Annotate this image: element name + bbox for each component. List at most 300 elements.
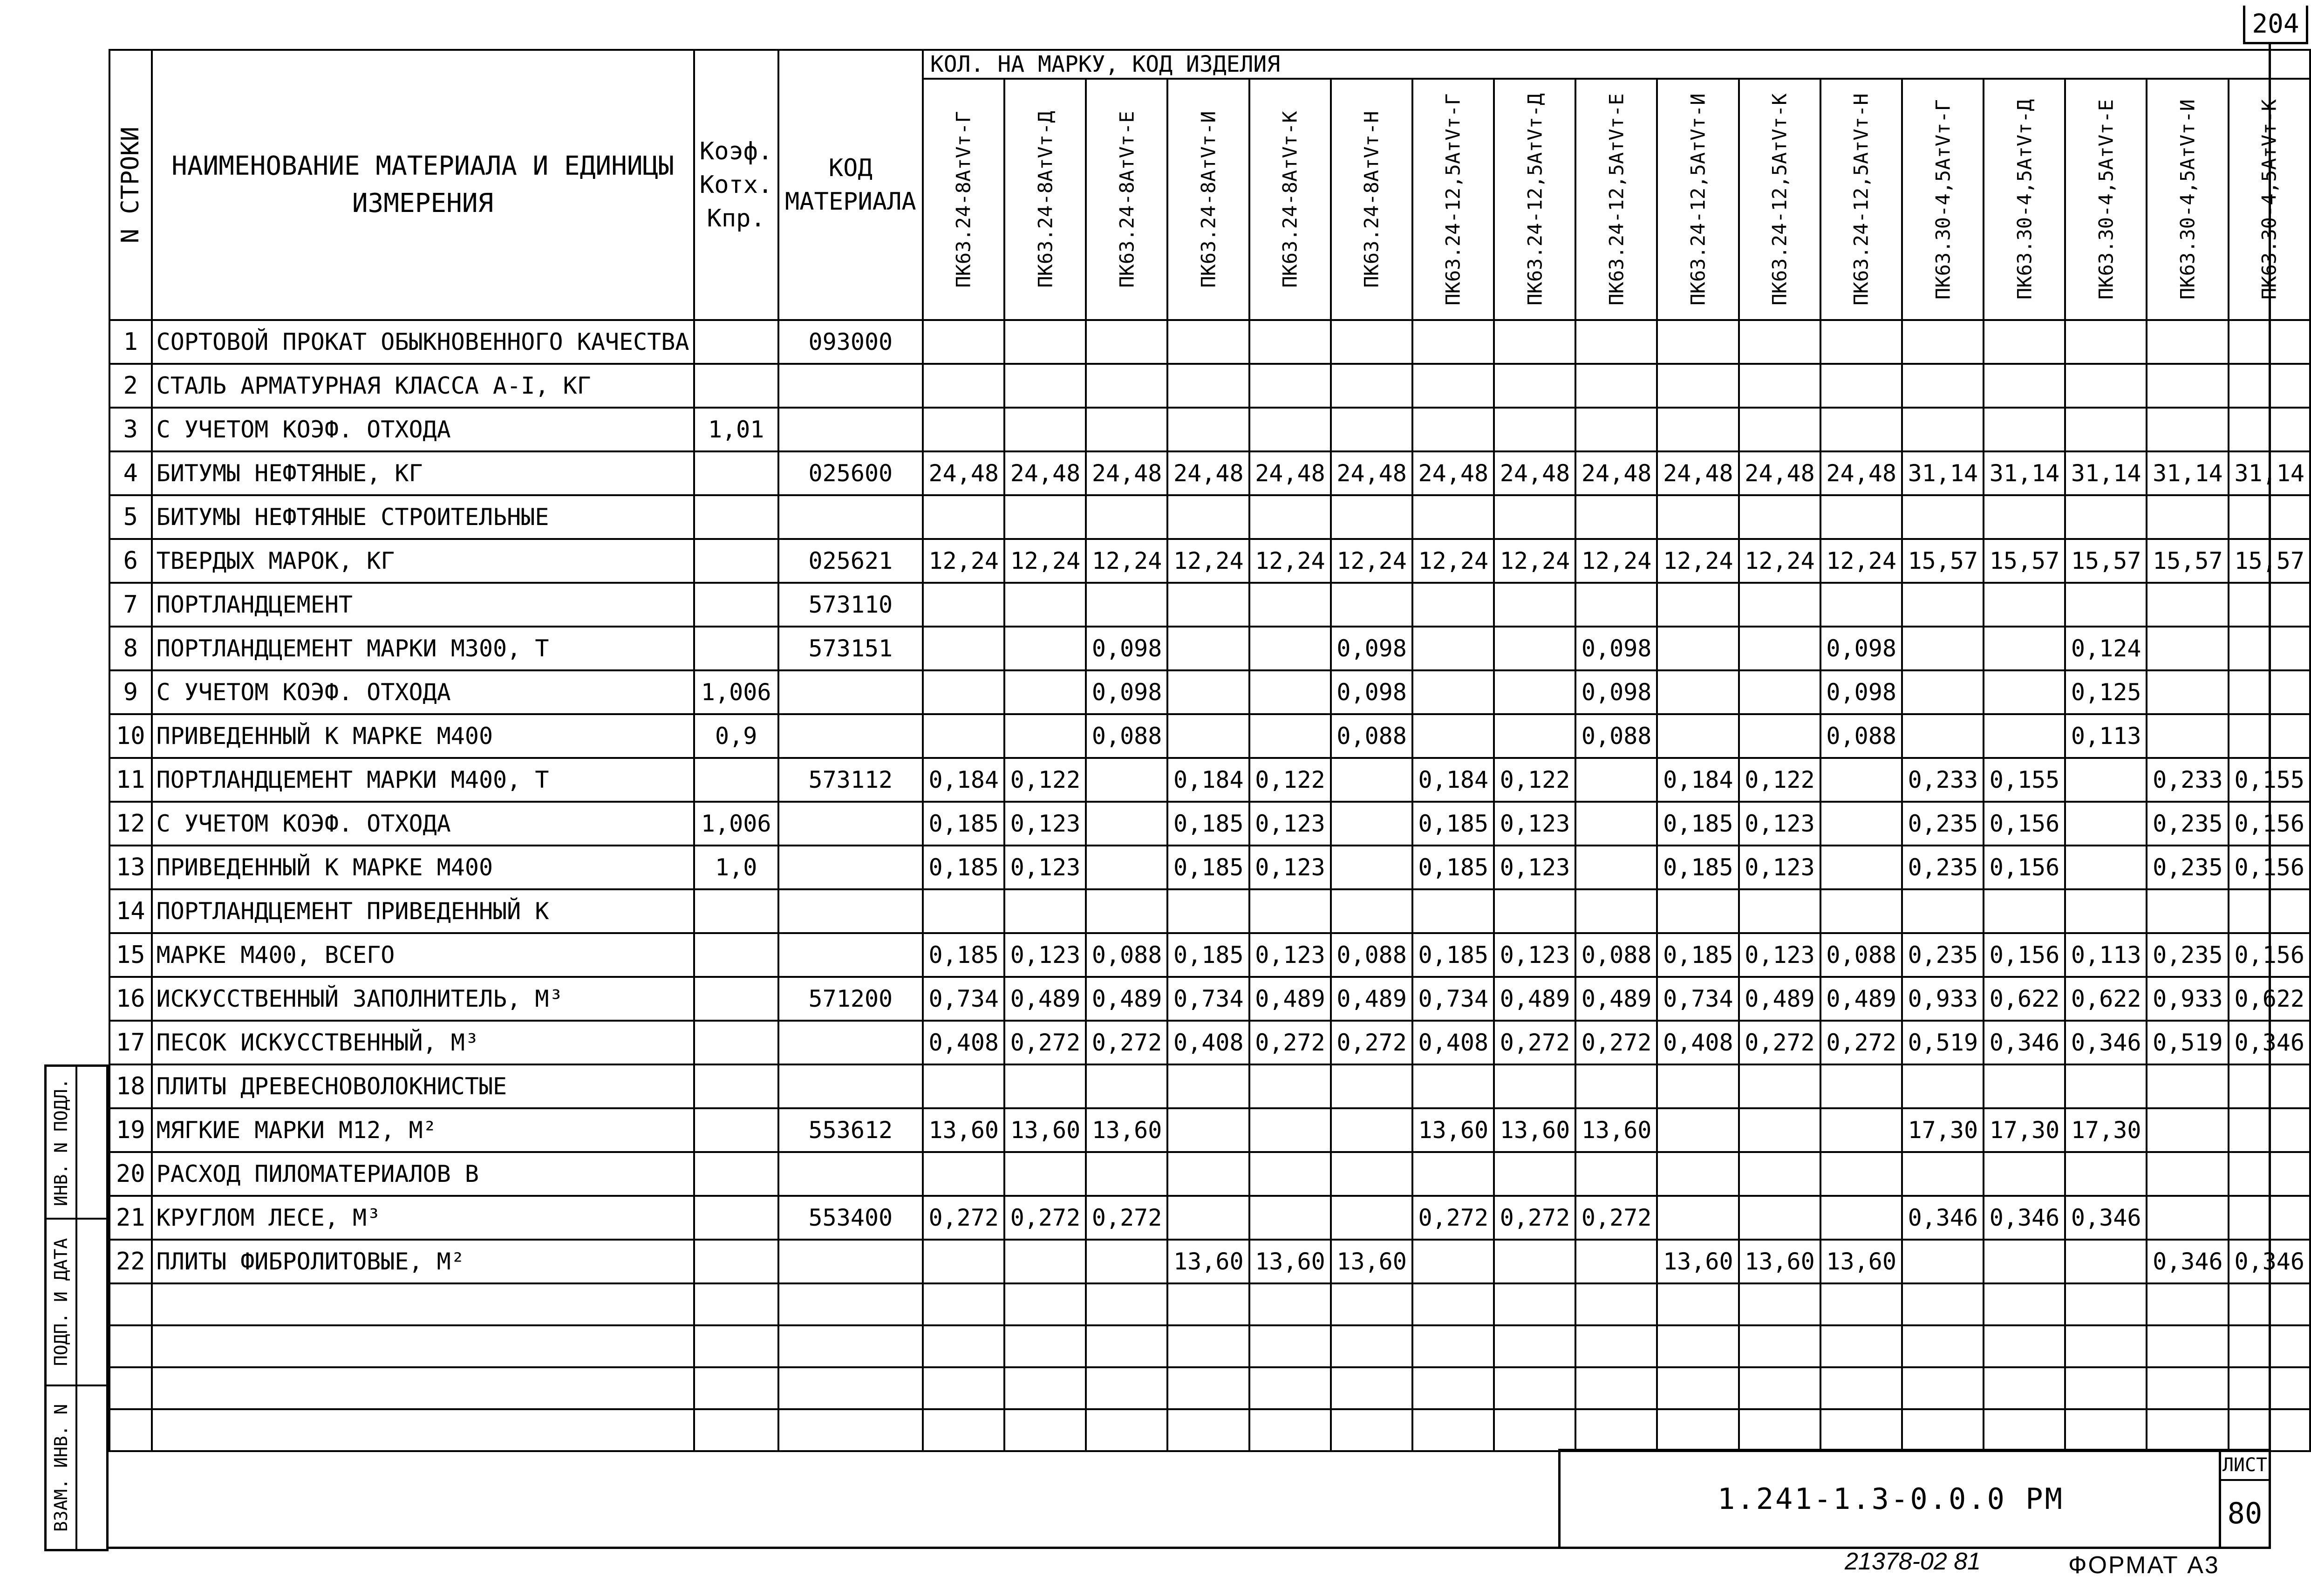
- coefficient: [694, 1240, 778, 1283]
- row-number: 14: [109, 889, 152, 933]
- quantity-cell: 24,48: [1657, 451, 1738, 495]
- coefficient: [694, 495, 778, 539]
- material-code: 573110: [778, 583, 923, 627]
- table-row: [109, 977, 2310, 1021]
- quantity-cell: 24,48: [1575, 451, 1657, 495]
- quantity-cell: [1820, 1064, 1902, 1108]
- quantity-cell: 0,272: [1412, 1196, 1494, 1240]
- quantity-cell: 0,156: [2229, 846, 2310, 889]
- empty-cell: [1820, 1367, 1902, 1409]
- quantity-cell: [1984, 889, 2065, 933]
- quantity-cell: [1902, 320, 1984, 364]
- material-code: [778, 1064, 923, 1108]
- table-row: [109, 320, 2310, 364]
- quantity-cell: [1249, 889, 1331, 933]
- footer-format: ФОРМАТ А3: [2068, 1552, 2220, 1579]
- quantity-cell: [1575, 846, 1657, 889]
- quantity-cell: [1331, 1108, 1412, 1152]
- empty-cell: [1412, 1367, 1494, 1409]
- quantity-cell: [1657, 364, 1738, 408]
- quantity-cell: 0,233: [1902, 758, 1984, 802]
- quantity-cell: 0,272: [1820, 1021, 1902, 1064]
- quantity-cell: [1004, 320, 1086, 364]
- quantity-cell: 0,185: [923, 802, 1004, 846]
- header-product-code: ПК63.30-4,5АтVт-Е: [2065, 79, 2147, 320]
- empty-cell: [1331, 1409, 1412, 1451]
- coefficient: [694, 1196, 778, 1240]
- quantity-cell: 0,185: [1412, 933, 1494, 977]
- quantity-cell: [1739, 1152, 1820, 1196]
- quantity-cell: 0,184: [923, 758, 1004, 802]
- material-name: МАРКЕ М400, ВСЕГО: [152, 933, 694, 977]
- quantity-cell: [1086, 583, 1167, 627]
- quantity-cell: [1249, 364, 1331, 408]
- table-row: [109, 1152, 2310, 1196]
- empty-cell: [152, 1283, 694, 1325]
- quantity-cell: 0,346: [2065, 1021, 2147, 1064]
- quantity-cell: 0,123: [1739, 933, 1820, 977]
- header-product-code: ПК63.30-4,5АтVт-Д: [1984, 79, 2065, 320]
- table-row: [109, 889, 2310, 933]
- quantity-cell: [1820, 364, 1902, 408]
- quantity-cell: 0,489: [1820, 977, 1902, 1021]
- quantity-cell: 0,124: [2065, 627, 2147, 670]
- material-code: [778, 1021, 923, 1064]
- quantity-cell: 0,272: [1004, 1196, 1086, 1240]
- quantity-cell: [1249, 1196, 1331, 1240]
- material-code: [778, 1240, 923, 1283]
- quantity-cell: [1331, 408, 1412, 451]
- row-number: 10: [109, 714, 152, 758]
- empty-cell: [694, 1367, 778, 1409]
- material-code: [778, 802, 923, 846]
- table-row: [109, 802, 2310, 846]
- quantity-cell: [1575, 1064, 1657, 1108]
- quantity-cell: 0,123: [1739, 846, 1820, 889]
- table-row: [109, 583, 2310, 627]
- quantity-cell: [1249, 320, 1331, 364]
- quantity-cell: [1820, 320, 1902, 364]
- quantity-cell: 0,098: [1820, 670, 1902, 714]
- table-row: [109, 1108, 2310, 1152]
- empty-cell: [1984, 1367, 2065, 1409]
- table-row: [109, 670, 2310, 714]
- table-row: [109, 933, 2310, 977]
- quantity-cell: [1820, 495, 1902, 539]
- header-product-code: ПК63.24-12,5АтVт-К: [1739, 79, 1820, 320]
- quantity-cell: [2065, 889, 2147, 933]
- quantity-cell: 0,123: [1249, 846, 1331, 889]
- quantity-cell: [1086, 408, 1167, 451]
- quantity-cell: 12,24: [1249, 539, 1331, 583]
- quantity-cell: [2065, 758, 2147, 802]
- coefficient: [694, 758, 778, 802]
- quantity-cell: 0,113: [2065, 933, 2147, 977]
- quantity-cell: 0,123: [1494, 933, 1575, 977]
- quantity-cell: [1167, 627, 1249, 670]
- coefficient: [694, 1108, 778, 1152]
- page-number: 204: [2243, 6, 2308, 44]
- row-number: 21: [109, 1196, 152, 1240]
- quantity-cell: [2147, 1196, 2228, 1240]
- quantity-cell: 0,489: [1739, 977, 1820, 1021]
- quantity-cell: 31,14: [1984, 451, 2065, 495]
- quantity-cell: [1902, 1152, 1984, 1196]
- material-code: 573151: [778, 627, 923, 670]
- quantity-cell: 31,14: [2065, 451, 2147, 495]
- quantity-cell: [1167, 364, 1249, 408]
- quantity-cell: 0,098: [1086, 627, 1167, 670]
- quantity-cell: [1657, 670, 1738, 714]
- coefficient: 1,006: [694, 670, 778, 714]
- empty-cell: [1739, 1325, 1820, 1367]
- empty-cell: [923, 1409, 1004, 1451]
- quantity-cell: 0,235: [1902, 933, 1984, 977]
- quantity-cell: 0,123: [1494, 802, 1575, 846]
- material-name: ПЛИТЫ ДРЕВЕСНОВОЛОКНИСТЫЕ: [152, 1064, 694, 1108]
- quantity-cell: [1249, 670, 1331, 714]
- side-cell-empty: [77, 1067, 106, 1220]
- quantity-cell: [1086, 758, 1167, 802]
- quantity-cell: 0,156: [1984, 846, 2065, 889]
- empty-cell: [1657, 1367, 1738, 1409]
- quantity-cell: [1739, 1064, 1820, 1108]
- quantity-cell: [2147, 583, 2228, 627]
- quantity-cell: [1249, 408, 1331, 451]
- quantity-cell: [2147, 889, 2228, 933]
- quantity-cell: [1902, 627, 1984, 670]
- quantity-cell: 15,57: [1902, 539, 1984, 583]
- empty-cell: [1494, 1409, 1575, 1451]
- quantity-cell: [1004, 670, 1086, 714]
- quantity-cell: [1249, 1108, 1331, 1152]
- quantity-cell: 15,57: [2147, 539, 2228, 583]
- quantity-cell: 0,408: [1657, 1021, 1738, 1064]
- quantity-cell: 15,57: [2065, 539, 2147, 583]
- quantity-cell: [1167, 1108, 1249, 1152]
- sheet-label: ЛИСТ: [2221, 1451, 2269, 1481]
- quantity-cell: 0,489: [1004, 977, 1086, 1021]
- quantity-cell: 0,185: [1412, 802, 1494, 846]
- header-product-code: ПК63.24-8АтVт-Г: [923, 79, 1004, 320]
- quantity-cell: [1249, 495, 1331, 539]
- empty-cell: [1167, 1367, 1249, 1409]
- material-code: 093000: [778, 320, 923, 364]
- quantity-cell: [1167, 670, 1249, 714]
- quantity-cell: 0,123: [1249, 933, 1331, 977]
- empty-cell: [1004, 1283, 1086, 1325]
- quantity-cell: [2065, 495, 2147, 539]
- quantity-cell: 0,123: [1739, 802, 1820, 846]
- empty-cell: [1739, 1283, 1820, 1325]
- quantity-cell: [1820, 846, 1902, 889]
- coefficient: 0,9: [694, 714, 778, 758]
- quantity-cell: [1086, 802, 1167, 846]
- empty-cell: [1249, 1367, 1331, 1409]
- coefficient: [694, 451, 778, 495]
- quantity-cell: [1820, 889, 1902, 933]
- quantity-cell: [1331, 1196, 1412, 1240]
- quantity-cell: [2147, 1108, 2228, 1152]
- quantity-cell: 0,156: [2229, 802, 2310, 846]
- quantity-cell: [2065, 408, 2147, 451]
- empty-cell: [1820, 1325, 1902, 1367]
- quantity-cell: [923, 670, 1004, 714]
- header-product-code: ПК63.24-8АтVт-Е: [1086, 79, 1167, 320]
- quantity-cell: 12,24: [923, 539, 1004, 583]
- quantity-cell: [2065, 846, 2147, 889]
- quantity-cell: [1657, 1152, 1738, 1196]
- quantity-cell: [1657, 583, 1738, 627]
- quantity-cell: [1984, 714, 2065, 758]
- quantity-cell: 13,60: [1739, 1240, 1820, 1283]
- quantity-cell: [2147, 670, 2228, 714]
- header-product-code: ПК63.24-12,5АтVт-Е: [1575, 79, 1657, 320]
- empty-cell: [1575, 1367, 1657, 1409]
- quantity-cell: 0,489: [1086, 977, 1167, 1021]
- quantity-cell: [1984, 364, 2065, 408]
- quantity-cell: 13,60: [1167, 1240, 1249, 1283]
- row-number: 5: [109, 495, 152, 539]
- coefficient: 1,0: [694, 846, 778, 889]
- quantity-cell: [1494, 889, 1575, 933]
- empty-cell: [778, 1325, 923, 1367]
- quantity-cell: 13,60: [1331, 1240, 1412, 1283]
- quantity-cell: 0,156: [1984, 802, 2065, 846]
- empty-cell: [694, 1409, 778, 1451]
- quantity-cell: [1902, 1064, 1984, 1108]
- row-number: 19: [109, 1108, 152, 1152]
- quantity-cell: [1494, 627, 1575, 670]
- side-cell: ИНВ. N ПОДЛ.: [47, 1067, 75, 1220]
- quantity-cell: [1331, 364, 1412, 408]
- quantity-cell: [1086, 1064, 1167, 1108]
- material-code: [778, 670, 923, 714]
- quantity-cell: [1167, 1064, 1249, 1108]
- quantity-cell: [1575, 583, 1657, 627]
- quantity-cell: [1575, 364, 1657, 408]
- quantity-cell: 0,933: [1902, 977, 1984, 1021]
- quantity-cell: [1167, 495, 1249, 539]
- quantity-cell: 0,408: [1412, 1021, 1494, 1064]
- quantity-cell: [2065, 364, 2147, 408]
- material-code: [778, 889, 923, 933]
- coefficient: [694, 933, 778, 977]
- quantity-cell: [2147, 1152, 2228, 1196]
- quantity-cell: [1086, 320, 1167, 364]
- header-product-code: ПК63.24-8АтVт-К: [1249, 79, 1331, 320]
- empty-cell: [1739, 1409, 1820, 1451]
- quantity-cell: 12,24: [1086, 539, 1167, 583]
- quantity-cell: [1984, 1152, 2065, 1196]
- header-group: КОЛ. НА МАРКУ, КОД ИЗДЕЛИЯ: [923, 50, 2310, 79]
- table-row: [109, 1196, 2310, 1240]
- row-number: 4: [109, 451, 152, 495]
- quantity-cell: [1249, 1152, 1331, 1196]
- quantity-cell: 0,185: [1167, 933, 1249, 977]
- quantity-cell: 24,48: [1086, 451, 1167, 495]
- material-code: 553612: [778, 1108, 923, 1152]
- table-row: [109, 714, 2310, 758]
- quantity-cell: [1004, 1152, 1086, 1196]
- quantity-cell: 0,122: [1004, 758, 1086, 802]
- empty-cell: [1086, 1367, 1167, 1409]
- quantity-cell: [1984, 495, 2065, 539]
- quantity-cell: [1412, 495, 1494, 539]
- header-product-code: ПК63.24-8АтVт-Н: [1331, 79, 1412, 320]
- quantity-cell: 0,408: [923, 1021, 1004, 1064]
- quantity-cell: [1494, 364, 1575, 408]
- empty-cell: [694, 1283, 778, 1325]
- quantity-cell: [1657, 627, 1738, 670]
- empty-cell: [1004, 1367, 1086, 1409]
- quantity-cell: 0,734: [1412, 977, 1494, 1021]
- material-name: ПОРТЛАНДЦЕМЕНТ МАРКИ М400, Т: [152, 758, 694, 802]
- row-number: 8: [109, 627, 152, 670]
- quantity-cell: [1902, 495, 1984, 539]
- empty-cell: [1820, 1283, 1902, 1325]
- empty-cell: [2147, 1367, 2228, 1409]
- quantity-cell: [1331, 758, 1412, 802]
- quantity-cell: [1412, 714, 1494, 758]
- quantity-cell: [1739, 408, 1820, 451]
- header-material-name: НАИМЕНОВАНИЕ МАТЕРИАЛА И ЕДИНИЦЫ ИЗМЕРЕНИЯ: [152, 50, 694, 320]
- empty-cell: [923, 1367, 1004, 1409]
- empty-cell: [2065, 1283, 2147, 1325]
- quantity-cell: [1167, 714, 1249, 758]
- quantity-cell: [1086, 1240, 1167, 1283]
- material-name: ПОРТЛАНДЦЕМЕНТ МАРКИ М300, Т: [152, 627, 694, 670]
- coefficient: [694, 583, 778, 627]
- empty-cell: [109, 1409, 152, 1451]
- quantity-cell: [923, 889, 1004, 933]
- quantity-cell: 13,60: [1494, 1108, 1575, 1152]
- quantity-cell: [1494, 320, 1575, 364]
- quantity-cell: [923, 495, 1004, 539]
- empty-cell: [1575, 1409, 1657, 1451]
- material-code: [778, 714, 923, 758]
- quantity-cell: 12,24: [1494, 539, 1575, 583]
- quantity-cell: [1739, 320, 1820, 364]
- quantity-cell: 0,933: [2147, 977, 2228, 1021]
- quantity-cell: 13,60: [1249, 1240, 1331, 1283]
- quantity-cell: [1004, 889, 1086, 933]
- quantity-cell: [1739, 495, 1820, 539]
- empty-cell: [1657, 1409, 1738, 1451]
- coefficient: [694, 977, 778, 1021]
- quantity-cell: [1412, 1240, 1494, 1283]
- quantity-cell: [923, 1064, 1004, 1108]
- quantity-cell: [1984, 1240, 2065, 1283]
- empty-cell: [1984, 1283, 2065, 1325]
- quantity-cell: 0,272: [1494, 1021, 1575, 1064]
- header-product-code: ПК63.30-4,5АтVт-К: [2229, 79, 2310, 320]
- quantity-cell: 0,233: [2147, 758, 2228, 802]
- quantity-cell: [1004, 627, 1086, 670]
- table-row: [109, 627, 2310, 670]
- quantity-cell: [1902, 408, 1984, 451]
- quantity-cell: 15,57: [1984, 539, 2065, 583]
- table-row: [109, 1240, 2310, 1283]
- quantity-cell: [1004, 714, 1086, 758]
- quantity-cell: 0,088: [1331, 714, 1412, 758]
- empty-cell: [1412, 1325, 1494, 1367]
- quantity-cell: [1331, 320, 1412, 364]
- quantity-cell: [923, 1240, 1004, 1283]
- quantity-cell: 0,346: [2229, 1240, 2310, 1283]
- quantity-cell: 0,489: [1249, 977, 1331, 1021]
- quantity-cell: [1820, 1108, 1902, 1152]
- material-name: ТВЕРДЫХ МАРОК, КГ: [152, 539, 694, 583]
- row-number: 9: [109, 670, 152, 714]
- quantity-cell: [1739, 670, 1820, 714]
- quantity-cell: 0,185: [923, 933, 1004, 977]
- empty-row: [109, 1325, 2310, 1367]
- quantity-cell: 0,734: [1167, 977, 1249, 1021]
- quantity-cell: 0,088: [1086, 714, 1167, 758]
- table-row: [109, 1064, 2310, 1108]
- row-number: 1: [109, 320, 152, 364]
- quantity-cell: [1167, 320, 1249, 364]
- quantity-cell: [2065, 1240, 2147, 1283]
- row-number: 17: [109, 1021, 152, 1064]
- quantity-cell: [1167, 408, 1249, 451]
- empty-cell: [1902, 1325, 1984, 1367]
- empty-cell: [109, 1325, 152, 1367]
- quantity-cell: [923, 583, 1004, 627]
- quantity-cell: [1657, 1108, 1738, 1152]
- empty-cell: [1657, 1283, 1738, 1325]
- empty-cell: [778, 1409, 923, 1451]
- row-number: 18: [109, 1064, 152, 1108]
- quantity-cell: 0,622: [2065, 977, 2147, 1021]
- materials-table: [109, 49, 2311, 1452]
- quantity-cell: [1086, 1152, 1167, 1196]
- quantity-cell: 0,489: [1331, 977, 1412, 1021]
- quantity-cell: [1331, 495, 1412, 539]
- quantity-cell: 12,24: [1331, 539, 1412, 583]
- quantity-cell: 0,155: [2229, 758, 2310, 802]
- quantity-cell: 0,098: [1820, 627, 1902, 670]
- quantity-cell: 0,088: [1575, 933, 1657, 977]
- empty-cell: [1412, 1283, 1494, 1325]
- quantity-cell: 0,272: [1249, 1021, 1331, 1064]
- quantity-cell: [923, 627, 1004, 670]
- quantity-cell: [1412, 670, 1494, 714]
- quantity-cell: [1575, 889, 1657, 933]
- header-product-code: ПК63.30-4,5АтVт-И: [2147, 79, 2228, 320]
- sheet-number: 80: [2227, 1496, 2263, 1530]
- quantity-cell: [1575, 1152, 1657, 1196]
- quantity-cell: 24,48: [923, 451, 1004, 495]
- empty-cell: [923, 1325, 1004, 1367]
- empty-cell: [1167, 1409, 1249, 1451]
- quantity-cell: 24,48: [1494, 451, 1575, 495]
- side-cell: ВЗАМ. ИНВ. N: [51, 1404, 71, 1532]
- empty-cell: [1494, 1367, 1575, 1409]
- empty-cell: [1820, 1409, 1902, 1451]
- quantity-cell: 0,272: [1086, 1021, 1167, 1064]
- quantity-cell: [1249, 1064, 1331, 1108]
- quantity-cell: 12,24: [1412, 539, 1494, 583]
- table-row: [109, 1021, 2310, 1064]
- quantity-cell: 0,098: [1086, 670, 1167, 714]
- material-name: ИСКУССТВЕННЫЙ ЗАПОЛНИТЕЛЬ, М³: [152, 977, 694, 1021]
- quantity-cell: 24,48: [1249, 451, 1331, 495]
- material-name: КРУГЛОМ ЛЕСЕ, М³: [152, 1196, 694, 1240]
- header-product-code: ПК63.24-8АтVт-Д: [1004, 79, 1086, 320]
- empty-cell: [1086, 1409, 1167, 1451]
